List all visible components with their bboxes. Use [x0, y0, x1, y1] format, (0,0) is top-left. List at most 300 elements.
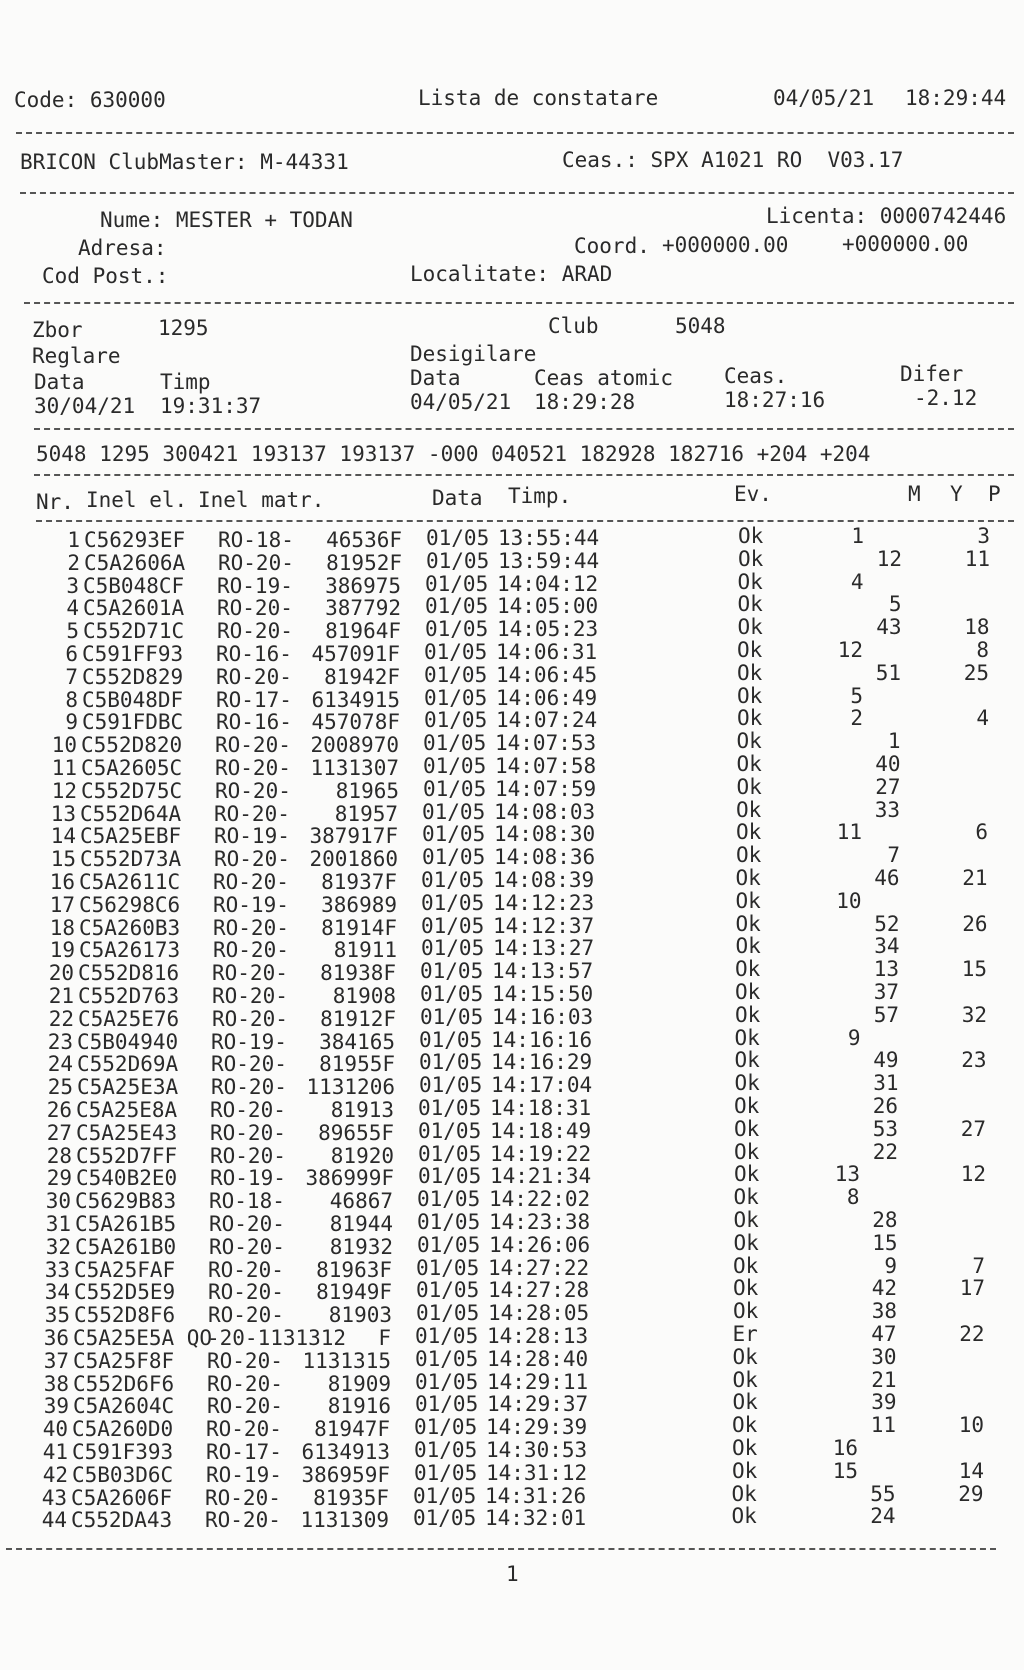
unsealing-date-label: Data [410, 366, 461, 390]
cell-nr: 30 [45, 1189, 71, 1214]
cell-pos-m: 10 [836, 888, 862, 913]
cell-pos-y: 12 [876, 546, 902, 571]
cell-ring-matr: 81949F [316, 1280, 392, 1305]
cell-ring-series: RO-20- [211, 1075, 287, 1100]
cell-pos-y: 5 [888, 592, 902, 617]
cell-pos-m: 12 [837, 638, 863, 662]
cell-arrival-date: 01/05 [425, 594, 489, 619]
cell-pos-m: 5 [850, 683, 863, 708]
cell-arrival-date: 01/05 [421, 868, 485, 892]
difference-value: -2.12 [914, 386, 978, 410]
cell-pos-p: 22 [959, 1322, 985, 1346]
cell-event: Ok [738, 524, 764, 548]
cell-ring-series: RO-19- [213, 892, 289, 917]
cell-ring-el: C5A2604C [73, 1394, 175, 1419]
cell-arrival-time: 14:28:13 [487, 1324, 589, 1348]
cell-ring-series: RO-19- [211, 1029, 287, 1054]
cell-pos-m: 11 [836, 820, 862, 845]
cell-event: Ok [732, 1413, 758, 1438]
cell-arrival-time: 14:06:31 [496, 640, 598, 664]
cell-nr: 16 [49, 870, 75, 894]
postal-code-label: Cod Post.: [42, 264, 169, 288]
cell-arrival-date: 01/05 [426, 526, 490, 550]
cell-arrival-date: 01/05 [416, 1301, 480, 1326]
cell-arrival-date: 01/05 [417, 1210, 481, 1234]
cell-ring-series: RO-20- [212, 984, 288, 1008]
cell-event: Ok [731, 1504, 757, 1529]
cell-ring-series: RO-20- [208, 1280, 284, 1305]
cell-pos-p: 15 [961, 957, 987, 982]
cell-arrival-time: 14:07:59 [495, 776, 597, 801]
cell-nr: 10 [51, 733, 77, 758]
cell-pos-y: 39 [871, 1390, 897, 1415]
cell-arrival-date: 01/05 [424, 708, 488, 733]
cell-arrival-date: 01/05 [422, 822, 486, 847]
cell-nr: 11 [51, 756, 77, 780]
cell-ring-el: C591FDBC [82, 710, 184, 735]
cell-ring-series: RO-20- [211, 1052, 287, 1077]
cell-arrival-time: 13:55:44 [498, 526, 600, 550]
cell-ring-el: C552D8F6 [74, 1303, 176, 1328]
cell-arrival-time: 14:32:01 [485, 1506, 587, 1531]
cell-nr: 31 [45, 1212, 71, 1236]
cell-arrival-time: 14:18:49 [490, 1118, 592, 1143]
cell-event: Ok [735, 980, 761, 1004]
cell-arrival-date: 01/05 [416, 1278, 480, 1303]
cell-ring-matr: 81912F [320, 1006, 396, 1031]
cell-arrival-date: 01/05 [422, 845, 486, 870]
cell-arrival-time: 14:08:39 [493, 868, 595, 892]
cell-arrival-date: 01/05 [425, 571, 489, 596]
cell-pos-y: 53 [872, 1116, 898, 1141]
cell-arrival-date: 01/05 [414, 1460, 478, 1485]
cell-ring-matr: 384165 [319, 1029, 395, 1054]
cell-pos-y: 51 [875, 660, 901, 685]
cell-ring-el: C552D64A [80, 801, 182, 826]
cell-ring-series: RO-20- [210, 1120, 286, 1145]
cell-ring-el: C56293EF [84, 528, 186, 552]
cell-nr: 21 [48, 984, 74, 1008]
clubmaster-id: BRICON ClubMaster: M-44331 [20, 150, 349, 174]
cell-event: Ok [737, 615, 763, 640]
cell-event: Ok [737, 706, 763, 731]
cell-arrival-time: 14:07:24 [496, 708, 598, 733]
cell-arrival-time: 14:29:39 [486, 1415, 588, 1440]
cell-nr: 35 [44, 1303, 70, 1328]
cell-arrival-date: 01/05 [421, 890, 485, 915]
cell-event: Ok [733, 1276, 759, 1301]
cell-pos-y: 37 [873, 980, 899, 1004]
cell-event: Ok [735, 911, 761, 936]
cell-arrival-time: 14:31:12 [486, 1460, 588, 1485]
cell-ring-el: C5A260B3 [79, 915, 181, 940]
cell-ring-series: RO-20- [215, 756, 291, 780]
separator [34, 474, 1014, 476]
cell-pos-y: 40 [875, 752, 901, 776]
cell-event: Ok [736, 774, 762, 799]
cell-ring-series: RO-18- [209, 1189, 285, 1214]
cell-pos-y: 27 [875, 774, 901, 799]
cell-pos-p: 6 [975, 820, 988, 845]
cell-ring-matr: 81957 [334, 801, 398, 826]
cell-ring-el: C56298C6 [79, 892, 181, 917]
cell-pos-p: 17 [959, 1276, 985, 1301]
cell-nr: 44 [41, 1508, 67, 1533]
cell-ring-matr: 81935F [313, 1485, 389, 1510]
cell-arrival-time: 14:15:50 [492, 982, 594, 1006]
cell-arrival-date: 01/05 [414, 1438, 478, 1462]
cell-ring-series: RO-20- [209, 1212, 285, 1236]
cell-ring-matr: 2008970 [310, 733, 399, 758]
cell-pos-p: 23 [961, 1048, 987, 1073]
cell-ring-el: C591FF93 [82, 642, 184, 666]
cell-ring-matr: 386975 [325, 573, 401, 598]
cell-pos-y: 38 [871, 1299, 897, 1324]
cell-arrival-time: 14:27:28 [488, 1278, 590, 1303]
cell-nr: 43 [41, 1485, 67, 1510]
cell-pos-y: 28 [872, 1208, 898, 1232]
cell-ring-series: RO-20- [210, 1098, 286, 1122]
cell-pos-p: 8 [976, 638, 989, 662]
cell-ring-matr: 457078F [311, 710, 400, 735]
cell-ring-series: RO-20- [207, 1348, 283, 1373]
cell-pos-p: 3 [977, 524, 990, 548]
cell-nr: 9 [65, 710, 78, 735]
cell-ring-matr: 1131307 [310, 756, 399, 780]
cell-ring-el: C552D5E9 [74, 1280, 176, 1305]
cell-nr: 32 [45, 1234, 71, 1259]
clock-label: Ceas. [724, 364, 788, 388]
cell-ring-series: RO-18- [218, 528, 294, 552]
cell-arrival-date: 01/05 [423, 754, 487, 778]
club-label: Club [548, 314, 599, 338]
cell-arrival-date: 01/05 [424, 640, 488, 664]
cell-pos-p: 14 [958, 1458, 984, 1483]
cell-ring-series: RO-20- [206, 1417, 282, 1442]
cell-arrival-date: 01/05 [420, 959, 484, 984]
cell-pos-p: 32 [961, 1002, 987, 1027]
cell-ring-series: RO-20- [212, 1006, 288, 1031]
cell-ring-series: RO-20- [215, 778, 291, 803]
cell-ring-series: RO-20- [205, 1508, 281, 1533]
cell-ring-matr: 81944 [329, 1212, 393, 1236]
cell-event: Ok [732, 1367, 758, 1392]
cell-pos-y: 55 [870, 1481, 896, 1506]
cell-arrival-time: 14:30:53 [486, 1438, 588, 1462]
cell-arrival-date: 01/05 [419, 1050, 483, 1075]
cell-nr: 28 [46, 1143, 72, 1168]
cell-arrival-date: 01/05 [414, 1415, 478, 1440]
cell-pos-y: 52 [874, 911, 900, 936]
cell-ring-series: RO-20- [210, 1143, 286, 1168]
cell-arrival-time: 14:16:16 [491, 1027, 593, 1052]
cell-nr: 20 [48, 961, 74, 986]
cell-pos-m: 13 [834, 1162, 860, 1187]
cell-ring-series: RO-19- [206, 1462, 282, 1487]
cell-event: Ok [733, 1253, 759, 1278]
col-header-timp: Timp. [508, 484, 572, 508]
cell-ring-matr: 6134913 [301, 1440, 390, 1464]
cell-arrival-date: 01/05 [416, 1255, 480, 1280]
cell-nr: 22 [48, 1006, 74, 1031]
cell-ring-matr: F [378, 1326, 391, 1350]
cell-arrival-date: 01/05 [418, 1118, 482, 1143]
col-header-m: M [908, 482, 921, 506]
cell-pos-p: 25 [963, 660, 989, 685]
atomic-clock-label: Ceas atomic [534, 366, 674, 390]
cell-arrival-time: 14:19:22 [490, 1141, 592, 1166]
cell-ring-matr: 386959F [301, 1462, 390, 1487]
cell-ring-el: C5B048CF [83, 573, 185, 598]
cell-ring-matr: 81938F [320, 961, 396, 986]
cell-arrival-time: 14:28:40 [487, 1346, 589, 1371]
cell-arrival-date: 01/05 [415, 1346, 479, 1371]
cell-event: Ok [735, 957, 761, 982]
cell-pos-y: 21 [871, 1367, 897, 1392]
cell-ring-matr: 81914F [321, 915, 397, 940]
cell-arrival-time: 14:12:37 [493, 913, 595, 938]
cell-ring-el: C5A2606F [71, 1485, 173, 1510]
cell-ring-series: RO-20- [208, 1303, 284, 1328]
cell-pos-p: 18 [964, 615, 990, 640]
cell-arrival-time: 14:04:12 [497, 571, 599, 596]
setting-time: 19:31:37 [160, 394, 262, 418]
cell-nr: 41 [42, 1440, 68, 1464]
cell-pos-p: 29 [958, 1481, 984, 1506]
cell-arrival-time: 14:16:29 [491, 1050, 593, 1075]
coord-label: Coord. [574, 234, 650, 258]
cell-event: Ok [734, 1048, 760, 1073]
cell-pos-y: 7 [887, 843, 900, 868]
cell-event: Ok [732, 1436, 758, 1460]
cell-event: Ok [733, 1299, 759, 1324]
cell-ring-el: C552D820 [81, 733, 183, 758]
cell-ring-series: RO-20- [217, 619, 293, 644]
cell-pos-m: 1 [851, 524, 864, 548]
cell-arrival-date: 01/05 [415, 1369, 479, 1394]
setting-time-label: Timp [160, 370, 211, 394]
atomic-clock-time: 18:29:28 [534, 390, 636, 414]
cell-arrival-time: 14:05:00 [497, 594, 599, 619]
cell-nr: 12 [51, 778, 77, 803]
cell-ring-el: C5A260D0 [72, 1417, 174, 1442]
cell-ring-matr: 387792 [325, 596, 401, 621]
cell-nr: 38 [43, 1371, 69, 1396]
cell-arrival-date: 01/05 [421, 913, 485, 938]
cell-pos-y: 9 [884, 1253, 897, 1278]
cell-arrival-date: 01/05 [424, 662, 488, 687]
cell-ring-series: RO-19- [214, 824, 290, 849]
cell-arrival-time: 14:08:36 [494, 845, 596, 870]
cell-arrival-date: 01/05 [418, 1141, 482, 1166]
cell-ring-el: C552D75C [81, 778, 183, 803]
cell-event: Ok [734, 1094, 760, 1118]
cell-arrival-date: 01/05 [418, 1164, 482, 1189]
cell-ring-matr: 81964F [325, 619, 401, 644]
separator [34, 428, 1014, 430]
cell-pos-y: 57 [873, 1002, 899, 1027]
unsealing-date: 04/05/21 [410, 390, 512, 414]
separator [24, 302, 1014, 304]
cell-ring-matr: 81908 [332, 984, 396, 1008]
cell-pos-y: 33 [874, 797, 900, 822]
cell-pos-p: 4 [976, 706, 989, 731]
cell-pos-p: 12 [960, 1162, 986, 1187]
cell-ring-series: RO-16- [216, 710, 292, 735]
cell-arrival-date: 01/05 [422, 799, 486, 824]
cell-pos-m: 2 [850, 706, 863, 731]
cell-ring-series: RO-20- [209, 1234, 285, 1259]
cell-pos-y: 22 [872, 1139, 898, 1164]
cell-ring-el: C5B03D6C [72, 1462, 174, 1487]
unsealing-label: Desigilare [410, 342, 537, 366]
print-date: 04/05/21 [773, 86, 875, 110]
cell-pos-y: 42 [871, 1276, 897, 1301]
cell-pos-p: 7 [972, 1253, 985, 1278]
cell-ring-matr: 81909 [327, 1371, 391, 1396]
cell-nr: 37 [43, 1348, 69, 1373]
cell-arrival-time: 14:29:37 [487, 1392, 589, 1417]
cell-ring-series: RO-20- [205, 1485, 281, 1510]
cell-ring-el: C5A261B0 [75, 1234, 177, 1259]
cell-nr: 4 [66, 596, 79, 621]
cell-nr: 36 [43, 1326, 69, 1350]
cell-event: Ok [735, 866, 761, 890]
cell-arrival-time: 14:13:27 [493, 936, 595, 961]
cell-arrival-time: 14:07:58 [495, 754, 597, 778]
cell-arrival-time: 14:31:26 [485, 1483, 587, 1508]
cell-nr: 23 [47, 1029, 73, 1054]
cell-event: Ok [734, 1139, 760, 1164]
cell-nr: 18 [49, 915, 75, 940]
cell-pos-y: 43 [876, 615, 902, 640]
cell-event: Ok [735, 888, 761, 913]
cell-ring-el: C5A25E8A [76, 1098, 178, 1122]
cell-ring-matr: 1131206 [306, 1075, 395, 1100]
coord-lon: +000000.00 [842, 232, 969, 256]
cell-pos-m: 8 [846, 1185, 860, 1210]
cell-ring-el: C552D829 [82, 664, 184, 689]
cell-ring-el: C5A25E5A QO [73, 1326, 213, 1350]
cell-nr: 15 [50, 847, 76, 872]
cell-ring-matr: 81913 [330, 1098, 394, 1122]
separator [36, 520, 1014, 522]
cell-ring-matr: 1131315 [302, 1348, 391, 1373]
cell-ring-el: C5A2601A [83, 596, 185, 621]
cell-event: Ok [732, 1458, 758, 1483]
cell-nr: 14 [50, 824, 76, 849]
cell-arrival-date: 01/05 [425, 617, 489, 642]
cell-ring-el: C5A25E3A [77, 1075, 179, 1100]
cell-nr: 3 [66, 573, 79, 598]
cell-nr: 6 [65, 642, 78, 666]
owner-name: Nume: MESTER + TODAN [100, 208, 353, 232]
cell-arrival-time: 14:22:02 [489, 1187, 591, 1212]
cell-event: Ok [738, 546, 764, 571]
cell-ring-matr: 81965 [335, 778, 399, 803]
cell-nr: 24 [47, 1052, 73, 1077]
setting-date-label: Data [34, 370, 85, 394]
cell-ring-el: C552D7FF [76, 1143, 178, 1168]
cell-arrival-time: 14:05:23 [497, 617, 599, 642]
cell-ring-series: RO-20- [208, 1257, 284, 1282]
difference-label: Difer [900, 362, 964, 386]
cell-ring-matr: 81947F [314, 1417, 390, 1442]
cell-event: Ok [737, 683, 763, 708]
summary-line: 5048 1295 300421 193137 193137 -000 040521 182928 182716 +204 +204 [36, 442, 871, 466]
cell-ring-el: C5A25EBF [80, 824, 182, 849]
cell-ring-series: RO-20- [212, 961, 288, 986]
cell-ring-el: C5A25E43 [76, 1120, 178, 1145]
cell-nr: 17 [49, 892, 75, 917]
col-header-y: Y [950, 482, 963, 506]
cell-pos-y: 15 [872, 1230, 898, 1255]
cell-ring-matr: 386999F [305, 1166, 394, 1191]
cell-pos-p: 27 [960, 1116, 986, 1141]
cell-ring-el: C5A261B5 [75, 1212, 177, 1236]
cell-arrival-date: 01/05 [418, 1096, 482, 1120]
cell-ring-el: C552D69A [77, 1052, 179, 1077]
cell-arrival-date: 01/05 [420, 1004, 484, 1029]
cell-event: Ok [733, 1230, 759, 1255]
cell-nr: 27 [46, 1120, 72, 1145]
cell-nr: 7 [65, 664, 78, 689]
cell-ring-el: C591F393 [72, 1440, 174, 1464]
cell-ring-el: C5B04940 [77, 1029, 179, 1054]
separator [20, 192, 1014, 194]
cell-event: Ok [735, 934, 761, 959]
cell-arrival-date: 01/05 [423, 731, 487, 756]
cell-pos-y: 11 [870, 1413, 896, 1438]
cell-ring-el: C5A25E76 [78, 1006, 180, 1031]
cell-event: Ok [736, 729, 762, 754]
flight-label: Zbor [32, 318, 83, 342]
cell-arrival-date: 01/05 [417, 1232, 481, 1257]
cell-event: Ok [732, 1390, 758, 1415]
col-header-data: Data [432, 486, 483, 510]
cell-ring-series: RO-20- [214, 801, 290, 826]
cell-ring-el: C5B048DF [82, 687, 184, 712]
clock-time: 18:27:16 [724, 388, 826, 412]
col-header-inel-matr: Inel matr. [198, 488, 325, 512]
cell-ring-el: C552D6F6 [73, 1371, 175, 1396]
cell-nr: 8 [65, 687, 78, 712]
cell-ring-series: RO-16- [216, 642, 292, 666]
cell-ring-matr: 386989 [321, 892, 397, 917]
cell-ring-series: RO-17- [206, 1440, 282, 1464]
cell-ring-matr: 81942F [324, 664, 400, 689]
cell-arrival-date: 01/05 [413, 1506, 477, 1531]
cell-ring-el: C5A2606A [84, 550, 186, 575]
cell-ring-el: C552D763 [78, 984, 180, 1008]
separator [6, 1548, 996, 1550]
page-number: 1 [506, 1562, 519, 1586]
cell-arrival-time: 14:06:49 [496, 685, 598, 710]
license: Licenta: 0000742446 [766, 204, 1007, 228]
cell-nr: 13 [50, 801, 76, 826]
cell-ring-series: RO-20- [217, 596, 293, 621]
cell-pos-y: 47 [871, 1322, 897, 1346]
cell-ring-series: RO-20- [216, 664, 292, 689]
cell-arrival-time: 14:23:38 [489, 1210, 591, 1234]
cell-ring-series: RO-20- [218, 550, 294, 575]
address-label: Adresa: [78, 236, 167, 260]
locality: Localitate: ARAD [410, 262, 613, 286]
club-number: 5048 [675, 314, 726, 338]
col-header-nr: Nr. [36, 490, 74, 514]
cell-pos-y: 26 [872, 1094, 898, 1118]
cell-ring-series: RO-20- [214, 847, 290, 872]
